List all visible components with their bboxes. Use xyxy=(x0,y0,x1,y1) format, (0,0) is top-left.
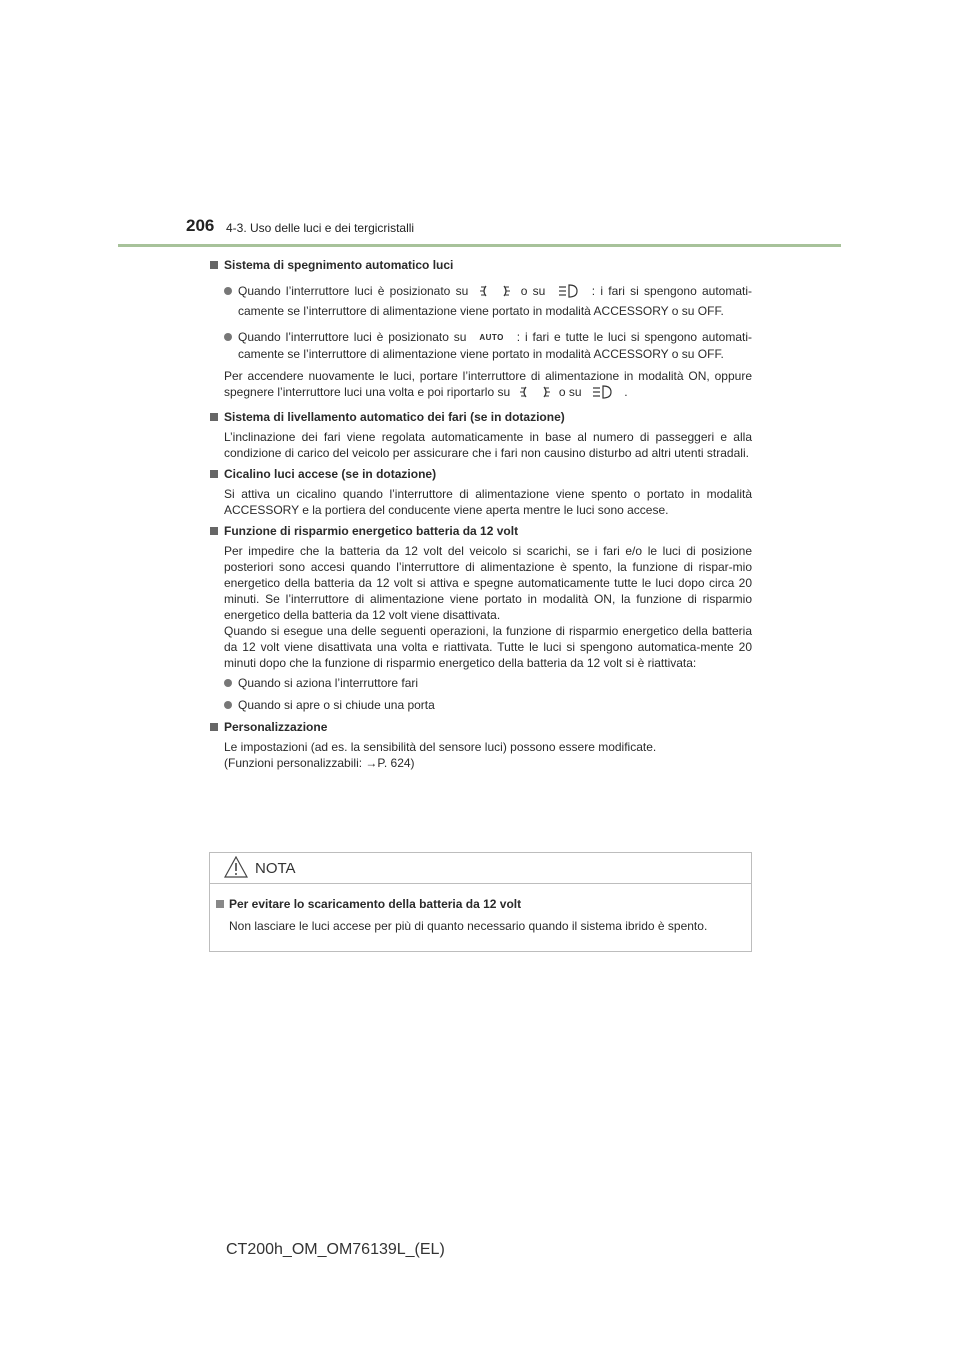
nota-header xyxy=(210,853,751,884)
section-battery-saver xyxy=(210,523,752,713)
section-title: Sistema di livellamento automatico dei fari (se in dotazione) xyxy=(210,409,752,425)
list-item: Quando si aziona l’interruttore fari xyxy=(210,675,752,691)
nota-title: NOTA xyxy=(255,860,296,877)
headlight-icon xyxy=(557,283,581,303)
list-item: Quando l’interruttore luci è posizionato su o su : i fari si spengono automati-camente se l’interruttore di alimentazione viene portato in modalità ACCESSORY o su OFF. xyxy=(210,283,752,319)
section-title: Funzione di risparmio energetico batteria da 12 volt xyxy=(210,523,752,539)
page-header xyxy=(186,216,841,246)
square-bullet-icon xyxy=(210,413,218,421)
nota-body xyxy=(210,896,751,934)
section-customization xyxy=(210,719,752,771)
cross-reference: (Funzioni personalizzabili: →P. 624) xyxy=(224,756,415,770)
paragraph: Quando si esegue una delle seguenti operazioni, la funzione di risparmio energetico della batteria da 12 volt viene disattivata una volta e riattivata. Tutte le luci si spengono automatica-mente 20 minuti dopo che la funzione di risparmio energetico della batteria da 12 volt si è riattivata: xyxy=(224,624,752,670)
section-lights-on-buzzer xyxy=(210,466,752,518)
paragraph: L’inclinazione dei fari viene regolata automaticamente in base al numero di passeggeri e alla condizione di carico del veicolo per assicurare che i fari non causino disturbo ad altri utenti stradali. xyxy=(224,430,752,460)
nota-box xyxy=(209,852,752,952)
square-bullet-icon xyxy=(216,900,224,908)
paragraph: Le impostazioni (ad es. la sensibilità del sensore luci) possono essere modificate. xyxy=(224,740,657,754)
section-title: Sistema di spegnimento automatico luci xyxy=(210,257,752,273)
chapter-title: 4-3. Uso delle luci e dei tergicristalli xyxy=(226,221,415,235)
square-bullet-icon xyxy=(210,470,218,478)
header-rule xyxy=(118,244,841,247)
round-bullet-icon xyxy=(224,701,232,709)
round-bullet-icon xyxy=(224,679,232,687)
paragraph: Per impedire che la batteria da 12 volt del veicolo si scarichi, se i fari e/o le luci di posizione posteriori sono accesi quando l’interruttore di alimentazione è spento, la funzione di rispar-mio energetico della batteria da 12 volt si attiva e spegne automaticamente tutte le luci dopo circa 20 minuti. Se l’interruttore di alimentazione viene portato in modalità ON, la funzione di risparmio energetico della batteria da 12 volt viene disattivata. xyxy=(224,544,752,622)
nota-item-text: Non lasciare le luci accese per più di quanto necessario quando il sistema ibrido è spento. xyxy=(229,919,708,933)
section-auto-leveling xyxy=(210,409,752,461)
warning-icon xyxy=(224,856,248,883)
headlight-icon xyxy=(591,384,615,404)
main-content xyxy=(210,257,752,776)
paragraph: Si attiva un cicalino quando l’interruttore di alimentazione viene spento o portato in modalità ACCESSORY e la portiera del conducente viene aperta mentre le luci sono accese. xyxy=(224,487,752,517)
square-bullet-icon xyxy=(210,527,218,535)
round-bullet-icon xyxy=(224,287,232,295)
list-item: Quando l’interruttore luci è posizionato su AUTO : i fari e tutte le luci si spengono automati-camente se l’interruttore di alimentazione viene portato in modalità ACCESSORY o su OFF. xyxy=(210,329,752,362)
section-title: Cicalino luci accese (se in dotazione) xyxy=(210,466,752,482)
round-bullet-icon xyxy=(224,333,232,341)
square-bullet-icon xyxy=(210,261,218,269)
section-auto-off xyxy=(210,257,752,404)
position-light-icon xyxy=(480,283,510,303)
paragraph: Per accendere nuovamente le luci, portare l’interruttore di alimentazione in modalità ON, oppure spegnere l’interruttore luci una volta e poi riportarlo su o su . xyxy=(210,368,752,404)
document-code: CT200h_OM_OM76139L_(EL) xyxy=(226,1241,445,1258)
position-light-icon xyxy=(520,384,550,404)
list-item: Quando si apre o si chiude una porta xyxy=(210,697,752,713)
auto-light-icon: AUTO xyxy=(479,333,504,342)
section-title: Personalizzazione xyxy=(210,719,752,735)
nota-item-title: Per evitare lo scaricamento della batteria da 12 volt xyxy=(210,896,751,912)
page-number: 206 xyxy=(186,216,215,235)
square-bullet-icon xyxy=(210,723,218,731)
